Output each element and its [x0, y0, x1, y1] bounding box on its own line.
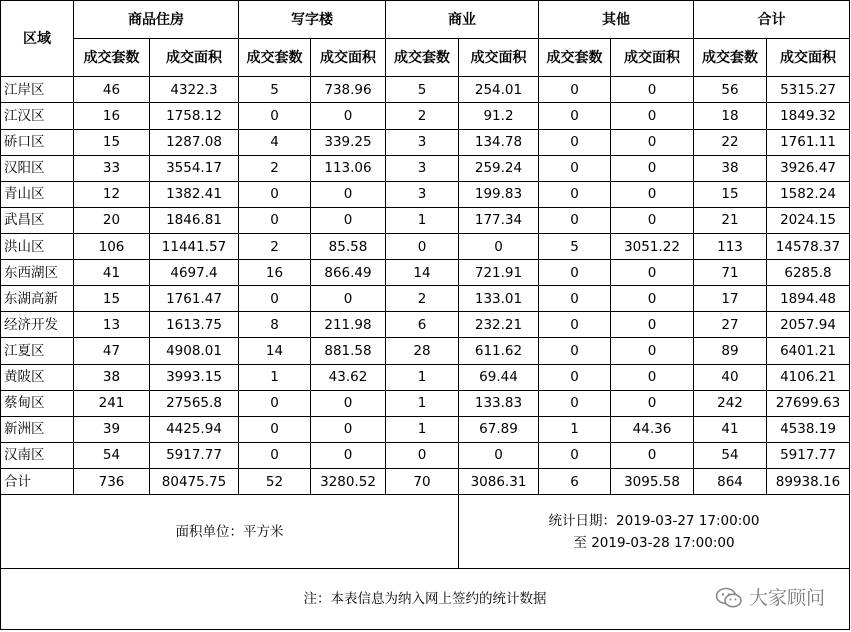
count-cell: 0 [239, 207, 311, 233]
count-cell: 113 [694, 234, 767, 260]
count-cell: 8 [239, 312, 311, 338]
area-cell: 2024.15 [767, 207, 850, 233]
count-cell: 1 [386, 390, 459, 416]
area-cell: 0 [611, 390, 694, 416]
area-cell: 0 [311, 286, 386, 312]
area-cell: 4322.3 [150, 77, 239, 103]
table-row [1, 364, 850, 390]
area-cell: 1761.47 [150, 286, 239, 312]
table-row [1, 338, 850, 364]
count-cell: 17 [694, 286, 767, 312]
area-cell: 0 [611, 207, 694, 233]
count-cell: 0 [539, 77, 611, 103]
group-header: 商业 [386, 1, 539, 39]
area-cell: 721.91 [459, 260, 539, 286]
area-cell: 89938.16 [767, 468, 850, 494]
area-cell: 5315.27 [767, 77, 850, 103]
area-cell: 113.06 [311, 155, 386, 181]
area-cell: 69.44 [459, 364, 539, 390]
district-name: 江汉区 [1, 103, 74, 129]
count-cell: 5 [239, 77, 311, 103]
subheader-count: 成交套数 [694, 39, 767, 77]
group-header: 合计 [694, 1, 850, 39]
area-cell: 3051.22 [611, 234, 694, 260]
total-row [1, 468, 850, 494]
area-cell: 134.78 [459, 129, 539, 155]
count-cell: 16 [239, 260, 311, 286]
area-cell: 1846.81 [150, 207, 239, 233]
count-cell: 18 [694, 103, 767, 129]
count-cell: 0 [239, 416, 311, 442]
area-cell: 0 [311, 207, 386, 233]
subheader-area: 成交面积 [459, 39, 539, 77]
area-cell: 0 [611, 286, 694, 312]
table-row [1, 103, 850, 129]
count-cell: 0 [539, 181, 611, 207]
area-cell: 0 [311, 442, 386, 468]
district-name: 汉南区 [1, 442, 74, 468]
count-cell: 0 [539, 129, 611, 155]
table-row [1, 416, 850, 442]
area-cell: 4425.94 [150, 416, 239, 442]
area-cell: 1758.12 [150, 103, 239, 129]
area-cell: 11441.57 [150, 234, 239, 260]
count-cell: 0 [386, 234, 459, 260]
count-cell: 16 [74, 103, 150, 129]
area-cell: 0 [311, 416, 386, 442]
district-name: 硚口区 [1, 129, 74, 155]
area-cell: 1849.32 [767, 103, 850, 129]
count-cell: 106 [74, 234, 150, 260]
area-cell: 3926.47 [767, 155, 850, 181]
table-row [1, 129, 850, 155]
area-cell: 1761.11 [767, 129, 850, 155]
count-cell: 2 [386, 286, 459, 312]
count-cell: 3 [386, 181, 459, 207]
count-cell: 0 [539, 338, 611, 364]
district-name: 青山区 [1, 181, 74, 207]
date-end: 至 2019-03-28 17:00:00 [573, 534, 735, 551]
area-cell: 43.62 [311, 364, 386, 390]
area-cell: 0 [611, 312, 694, 338]
count-cell: 0 [239, 103, 311, 129]
district-name: 东西湖区 [1, 260, 74, 286]
count-cell: 40 [694, 364, 767, 390]
count-cell: 0 [539, 260, 611, 286]
count-cell: 0 [539, 103, 611, 129]
area-cell: 199.83 [459, 181, 539, 207]
area-cell: 5917.77 [767, 442, 850, 468]
count-cell: 6 [386, 312, 459, 338]
area-cell: 211.98 [311, 312, 386, 338]
area-cell: 0 [611, 260, 694, 286]
count-cell: 46 [74, 77, 150, 103]
subheader-count: 成交套数 [74, 39, 150, 77]
table-row [1, 260, 850, 286]
count-cell: 41 [74, 260, 150, 286]
table-row [1, 181, 850, 207]
area-cell: 0 [611, 338, 694, 364]
subheader-count: 成交套数 [239, 39, 311, 77]
district-name: 江夏区 [1, 338, 74, 364]
count-cell: 6 [539, 468, 611, 494]
area-cell: 4908.01 [150, 338, 239, 364]
table-row [1, 155, 850, 181]
table-row [1, 390, 850, 416]
table-row [1, 286, 850, 312]
count-cell: 33 [74, 155, 150, 181]
count-cell: 70 [386, 468, 459, 494]
count-cell: 2 [386, 103, 459, 129]
source-note: 注：本表信息为纳入网上签约的统计数据 [303, 590, 547, 607]
area-cell: 80475.75 [150, 468, 239, 494]
area-cell: 0 [311, 103, 386, 129]
wechat-icon [715, 587, 743, 609]
count-cell: 1 [386, 364, 459, 390]
area-unit-note: 面积单位：平方米 [1, 495, 459, 568]
count-cell: 0 [539, 286, 611, 312]
area-cell: 2057.94 [767, 312, 850, 338]
count-cell: 28 [386, 338, 459, 364]
table-row [1, 312, 850, 338]
area-cell: 3280.52 [311, 468, 386, 494]
subheader-area: 成交面积 [150, 39, 239, 77]
count-cell: 71 [694, 260, 767, 286]
group-header: 其他 [539, 1, 694, 39]
area-cell: 0 [611, 155, 694, 181]
count-cell: 0 [539, 364, 611, 390]
area-cell: 3095.58 [611, 468, 694, 494]
district-name: 洪山区 [1, 234, 74, 260]
area-cell: 3086.31 [459, 468, 539, 494]
count-cell: 15 [694, 181, 767, 207]
count-cell: 39 [74, 416, 150, 442]
area-cell: 0 [611, 442, 694, 468]
count-cell: 242 [694, 390, 767, 416]
area-cell: 0 [611, 364, 694, 390]
count-cell: 0 [386, 442, 459, 468]
district-name: 武昌区 [1, 207, 74, 233]
group-header: 写字楼 [239, 1, 386, 39]
area-cell: 0 [311, 390, 386, 416]
area-cell: 0 [611, 181, 694, 207]
area-cell: 4697.4 [150, 260, 239, 286]
count-cell: 2 [239, 155, 311, 181]
count-cell: 41 [694, 416, 767, 442]
statistics-date [459, 495, 850, 568]
area-cell: 3993.15 [150, 364, 239, 390]
count-cell: 1 [386, 207, 459, 233]
count-cell: 52 [239, 468, 311, 494]
subheader-area: 成交面积 [767, 39, 850, 77]
area-cell: 738.96 [311, 77, 386, 103]
count-cell: 2 [239, 234, 311, 260]
count-cell: 0 [539, 442, 611, 468]
count-cell: 3 [386, 155, 459, 181]
count-cell: 0 [539, 155, 611, 181]
area-cell: 1287.08 [150, 129, 239, 155]
district-header: 区域 [1, 1, 74, 77]
area-cell: 85.58 [311, 234, 386, 260]
district-name: 蔡甸区 [1, 390, 74, 416]
area-cell: 0 [611, 103, 694, 129]
count-cell: 0 [239, 181, 311, 207]
area-cell: 611.62 [459, 338, 539, 364]
area-cell: 44.36 [611, 416, 694, 442]
count-cell: 54 [74, 442, 150, 468]
area-cell: 0 [459, 234, 539, 260]
count-cell: 21 [694, 207, 767, 233]
district-name: 江岸区 [1, 77, 74, 103]
count-cell: 0 [539, 390, 611, 416]
area-cell: 27699.63 [767, 390, 850, 416]
group-header: 商品住房 [74, 1, 239, 39]
count-cell: 38 [694, 155, 767, 181]
area-cell: 232.21 [459, 312, 539, 338]
area-cell: 67.89 [459, 416, 539, 442]
footer-row-info [1, 495, 850, 568]
count-cell: 13 [74, 312, 150, 338]
footer-row-note [1, 568, 850, 629]
area-cell: 0 [611, 77, 694, 103]
area-cell: 1894.48 [767, 286, 850, 312]
table-row [1, 234, 850, 260]
count-cell: 0 [239, 442, 311, 468]
area-cell: 6401.21 [767, 338, 850, 364]
district-name: 新洲区 [1, 416, 74, 442]
count-cell: 3 [386, 129, 459, 155]
count-cell: 241 [74, 390, 150, 416]
count-cell: 14 [239, 338, 311, 364]
subheader-area: 成交面积 [611, 39, 694, 77]
area-cell: 0 [611, 129, 694, 155]
count-cell: 5 [539, 234, 611, 260]
watermark-text: 大家顾问 [748, 586, 825, 609]
area-cell: 1613.75 [150, 312, 239, 338]
count-cell: 54 [694, 442, 767, 468]
count-cell: 22 [694, 129, 767, 155]
count-cell: 1 [239, 364, 311, 390]
district-name: 东湖高新 [1, 286, 74, 312]
count-cell: 0 [539, 207, 611, 233]
count-cell: 27 [694, 312, 767, 338]
area-cell: 339.25 [311, 129, 386, 155]
area-cell: 133.83 [459, 390, 539, 416]
count-cell: 15 [74, 129, 150, 155]
subheader-count: 成交套数 [539, 39, 611, 77]
subheader-area: 成交面积 [311, 39, 386, 77]
count-cell: 12 [74, 181, 150, 207]
date-start: 统计日期：2019-03-27 17:00:00 [548, 512, 760, 529]
count-cell: 1 [539, 416, 611, 442]
subheader-count: 成交套数 [386, 39, 459, 77]
area-cell: 4106.21 [767, 364, 850, 390]
area-cell: 133.01 [459, 286, 539, 312]
area-cell: 5917.77 [150, 442, 239, 468]
area-cell: 881.58 [311, 338, 386, 364]
area-cell: 259.24 [459, 155, 539, 181]
note-cell [1, 568, 850, 629]
count-cell: 4 [239, 129, 311, 155]
district-name: 汉阳区 [1, 155, 74, 181]
district-name: 经济开发 [1, 312, 74, 338]
area-cell: 3554.17 [150, 155, 239, 181]
area-cell: 14578.37 [767, 234, 850, 260]
area-cell: 177.34 [459, 207, 539, 233]
table-row [1, 442, 850, 468]
area-cell: 4538.19 [767, 416, 850, 442]
area-cell: 6285.8 [767, 260, 850, 286]
count-cell: 0 [239, 390, 311, 416]
area-cell: 0 [459, 442, 539, 468]
count-cell: 56 [694, 77, 767, 103]
area-cell: 1382.41 [150, 181, 239, 207]
header-row-groups [1, 1, 850, 39]
header-row-sub [1, 39, 850, 77]
count-cell: 5 [386, 77, 459, 103]
table-row [1, 77, 850, 103]
count-cell: 0 [539, 312, 611, 338]
count-cell: 20 [74, 207, 150, 233]
area-cell: 91.2 [459, 103, 539, 129]
count-cell: 38 [74, 364, 150, 390]
area-cell: 0 [311, 181, 386, 207]
count-cell: 14 [386, 260, 459, 286]
district-name: 合计 [1, 468, 74, 494]
area-cell: 27565.8 [150, 390, 239, 416]
table-row [1, 207, 850, 233]
count-cell: 47 [74, 338, 150, 364]
count-cell: 15 [74, 286, 150, 312]
count-cell: 0 [239, 286, 311, 312]
area-cell: 1582.24 [767, 181, 850, 207]
count-cell: 736 [74, 468, 150, 494]
count-cell: 1 [386, 416, 459, 442]
watermark [715, 587, 825, 609]
count-cell: 89 [694, 338, 767, 364]
area-cell: 866.49 [311, 260, 386, 286]
district-name: 黄陂区 [1, 364, 74, 390]
area-cell: 254.01 [459, 77, 539, 103]
count-cell: 864 [694, 468, 767, 494]
